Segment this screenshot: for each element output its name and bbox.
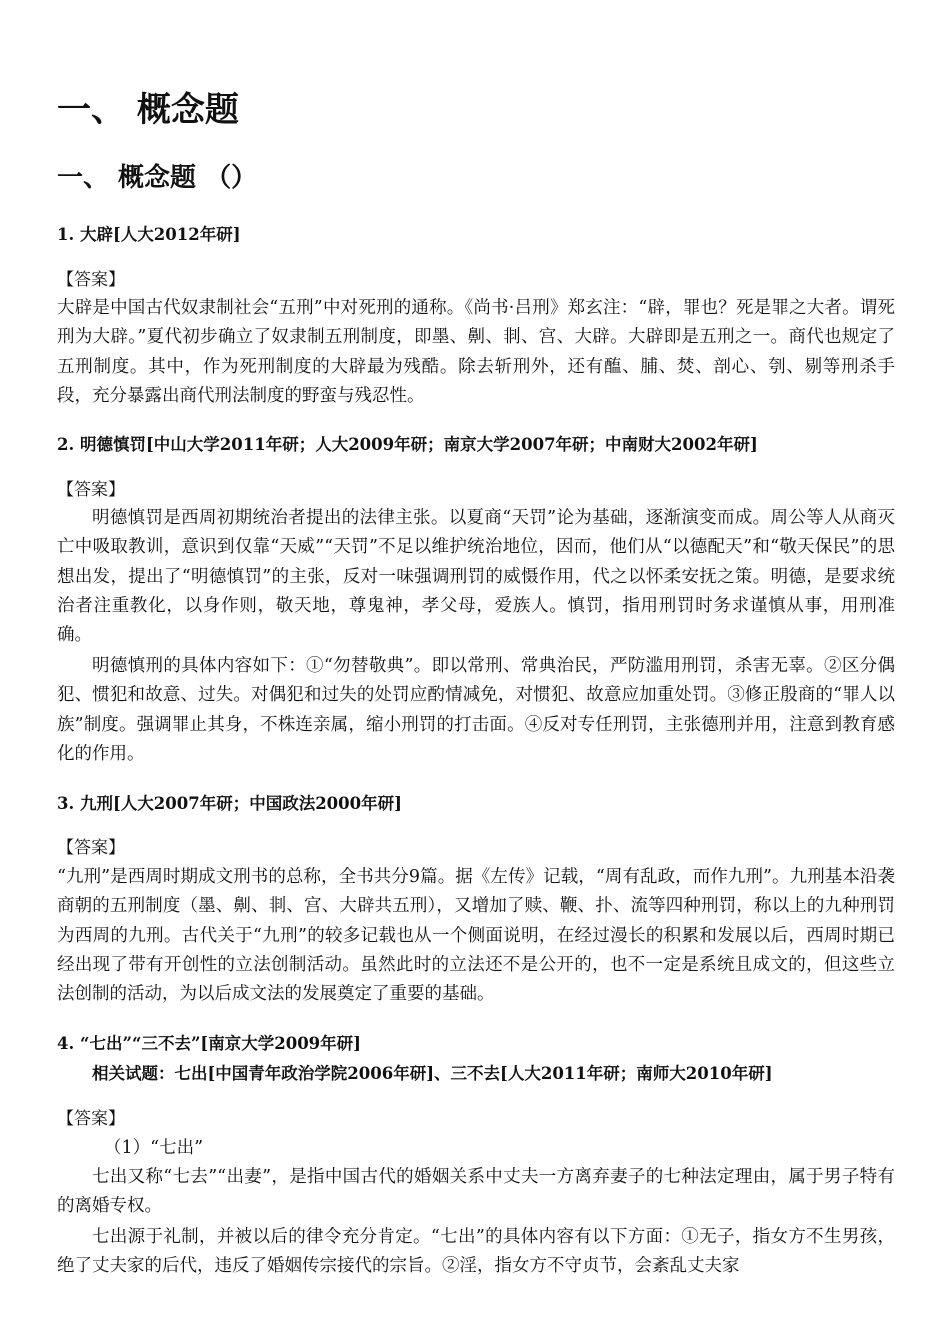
question-2-answer-paragraph-1: 明德慎罚是西周初期统治者提出的法律主张。以夏商“天罚”论为基础，逐渐演变而成。周公等人从商灭亡中吸取教训，意识到仅靠“天威”“天罚”不足以维护统治地位，因而，他们从“以德配天”和“敬天保民”的思想出发，提出了“明德慎罚”的主张，反对一味强调刑罚的威慑作用，代之以怀柔安抚之策。明德，是要求统治者注重教化，以身作则，敬天地，尊鬼神，孝父母，爱族人。慎罚，指用刑罚时务求谨慎从事，用刑准确。	[57, 508, 895, 646]
question-2-answer-label: 【答案】	[57, 480, 125, 500]
question-1-answer-text: 大辟是中国古代奴隶制社会“五刑”中对死刑的通称。《尚书·吕刑》郑玄注：“辟，罪也？死是罪之大者。谓死刑为大辟。”夏代初步确立了奴隶制五刑制度，即墨、劓、剕、宫、大辟。大辟即是五刑之一。商代也规定了五刑制度。其中，作为死刑制度的大辟最为残酷。除去斩刑外，还有醢、脯、焚、剖心、刳、剔等刑杀手段，充分暴露出商代刑法制度的野蛮与残忍性。	[57, 298, 895, 406]
question-2-answer-paragraph-2: 明德慎刑的具体内容如下：①“勿替敬典”。即以常刑、常典治民，严防滥用刑罚，杀害无辜。②区分偶犯、惯犯和故意、过失。对偶犯和过失的处罚应酌情减免，对惯犯、故意应加重处罚。③修正殷商的“罪人以族”制度。强调罪止其身，不株连亲属，缩小刑罚的打击面。④反对专任刑罚，主张德刑并用，注意到教育感化的作用。	[57, 656, 895, 764]
question-4-answer-paragraph-2: 七出源于礼制，并被以后的律令充分肯定。“七出”的具体内容有以下方面：①无子，指女方不生男孩，绝了丈夫家的后代，违反了婚姻传宗接代的宗旨。②淫，指女方不守贞节，会紊乱丈夫家	[57, 1227, 895, 1277]
question-1-answer-label: 【答案】	[57, 270, 125, 290]
question-1-heading: 1. 大辟[人大2012年研]	[57, 225, 241, 244]
question-3-heading: 3. 九刑[人大2007年研；中国政法2000年研]	[57, 794, 402, 813]
question-4-answer-paragraph-1: 七出又称“七去”“出妻”，是指中国古代的婚姻关系中丈夫一方离弃妻子的七种法定理由，属于男子特有的离婚专权。	[57, 1167, 895, 1217]
question-4-related: 相关试题：七出[中国青年政治学院2006年研]、三不去[人大2011年研；南师大2010年研]	[92, 1064, 773, 1083]
question-3-answer-label: 【答案】	[57, 838, 125, 858]
chapter-title: 一、 概念题	[57, 90, 239, 130]
section-title: 一、 概念题 （）	[57, 163, 258, 193]
question-4-answer-label: 【答案】	[57, 1109, 125, 1129]
question-2-heading: 2. 明德慎罚[中山大学2011年研；人大2009年研；南京大学2007年研；中南财大2002年研]	[57, 435, 758, 454]
question-3-answer-text: “九刑”是西周时期成文刑书的总称，全书共分9篇。据《左传》记载，“周有乱政，而作九刑”。九刑基本沿袭商朝的五刑制度（墨、劓、剕、宫、大辟共五刑），又增加了赎、鞭、扑、流等四种刑罚，称以上的九种刑罚为西周的九刑。古代关于“九刑”的较多记载也从一个侧面说明，在经过漫长的积累和发展以后，西周时期已经出现了带有开创性的立法创制活动。虽然此时的立法还不是公开的，也不一定是系统且成文的，但这些立法创制的活动，为以后成文法的发展奠定了重要的基础。	[57, 867, 895, 1005]
question-4-subheading: （1）“七出”	[104, 1138, 204, 1158]
question-4-heading: 4. “七出”“三不去”[南京大学2009年研]	[57, 1034, 361, 1053]
